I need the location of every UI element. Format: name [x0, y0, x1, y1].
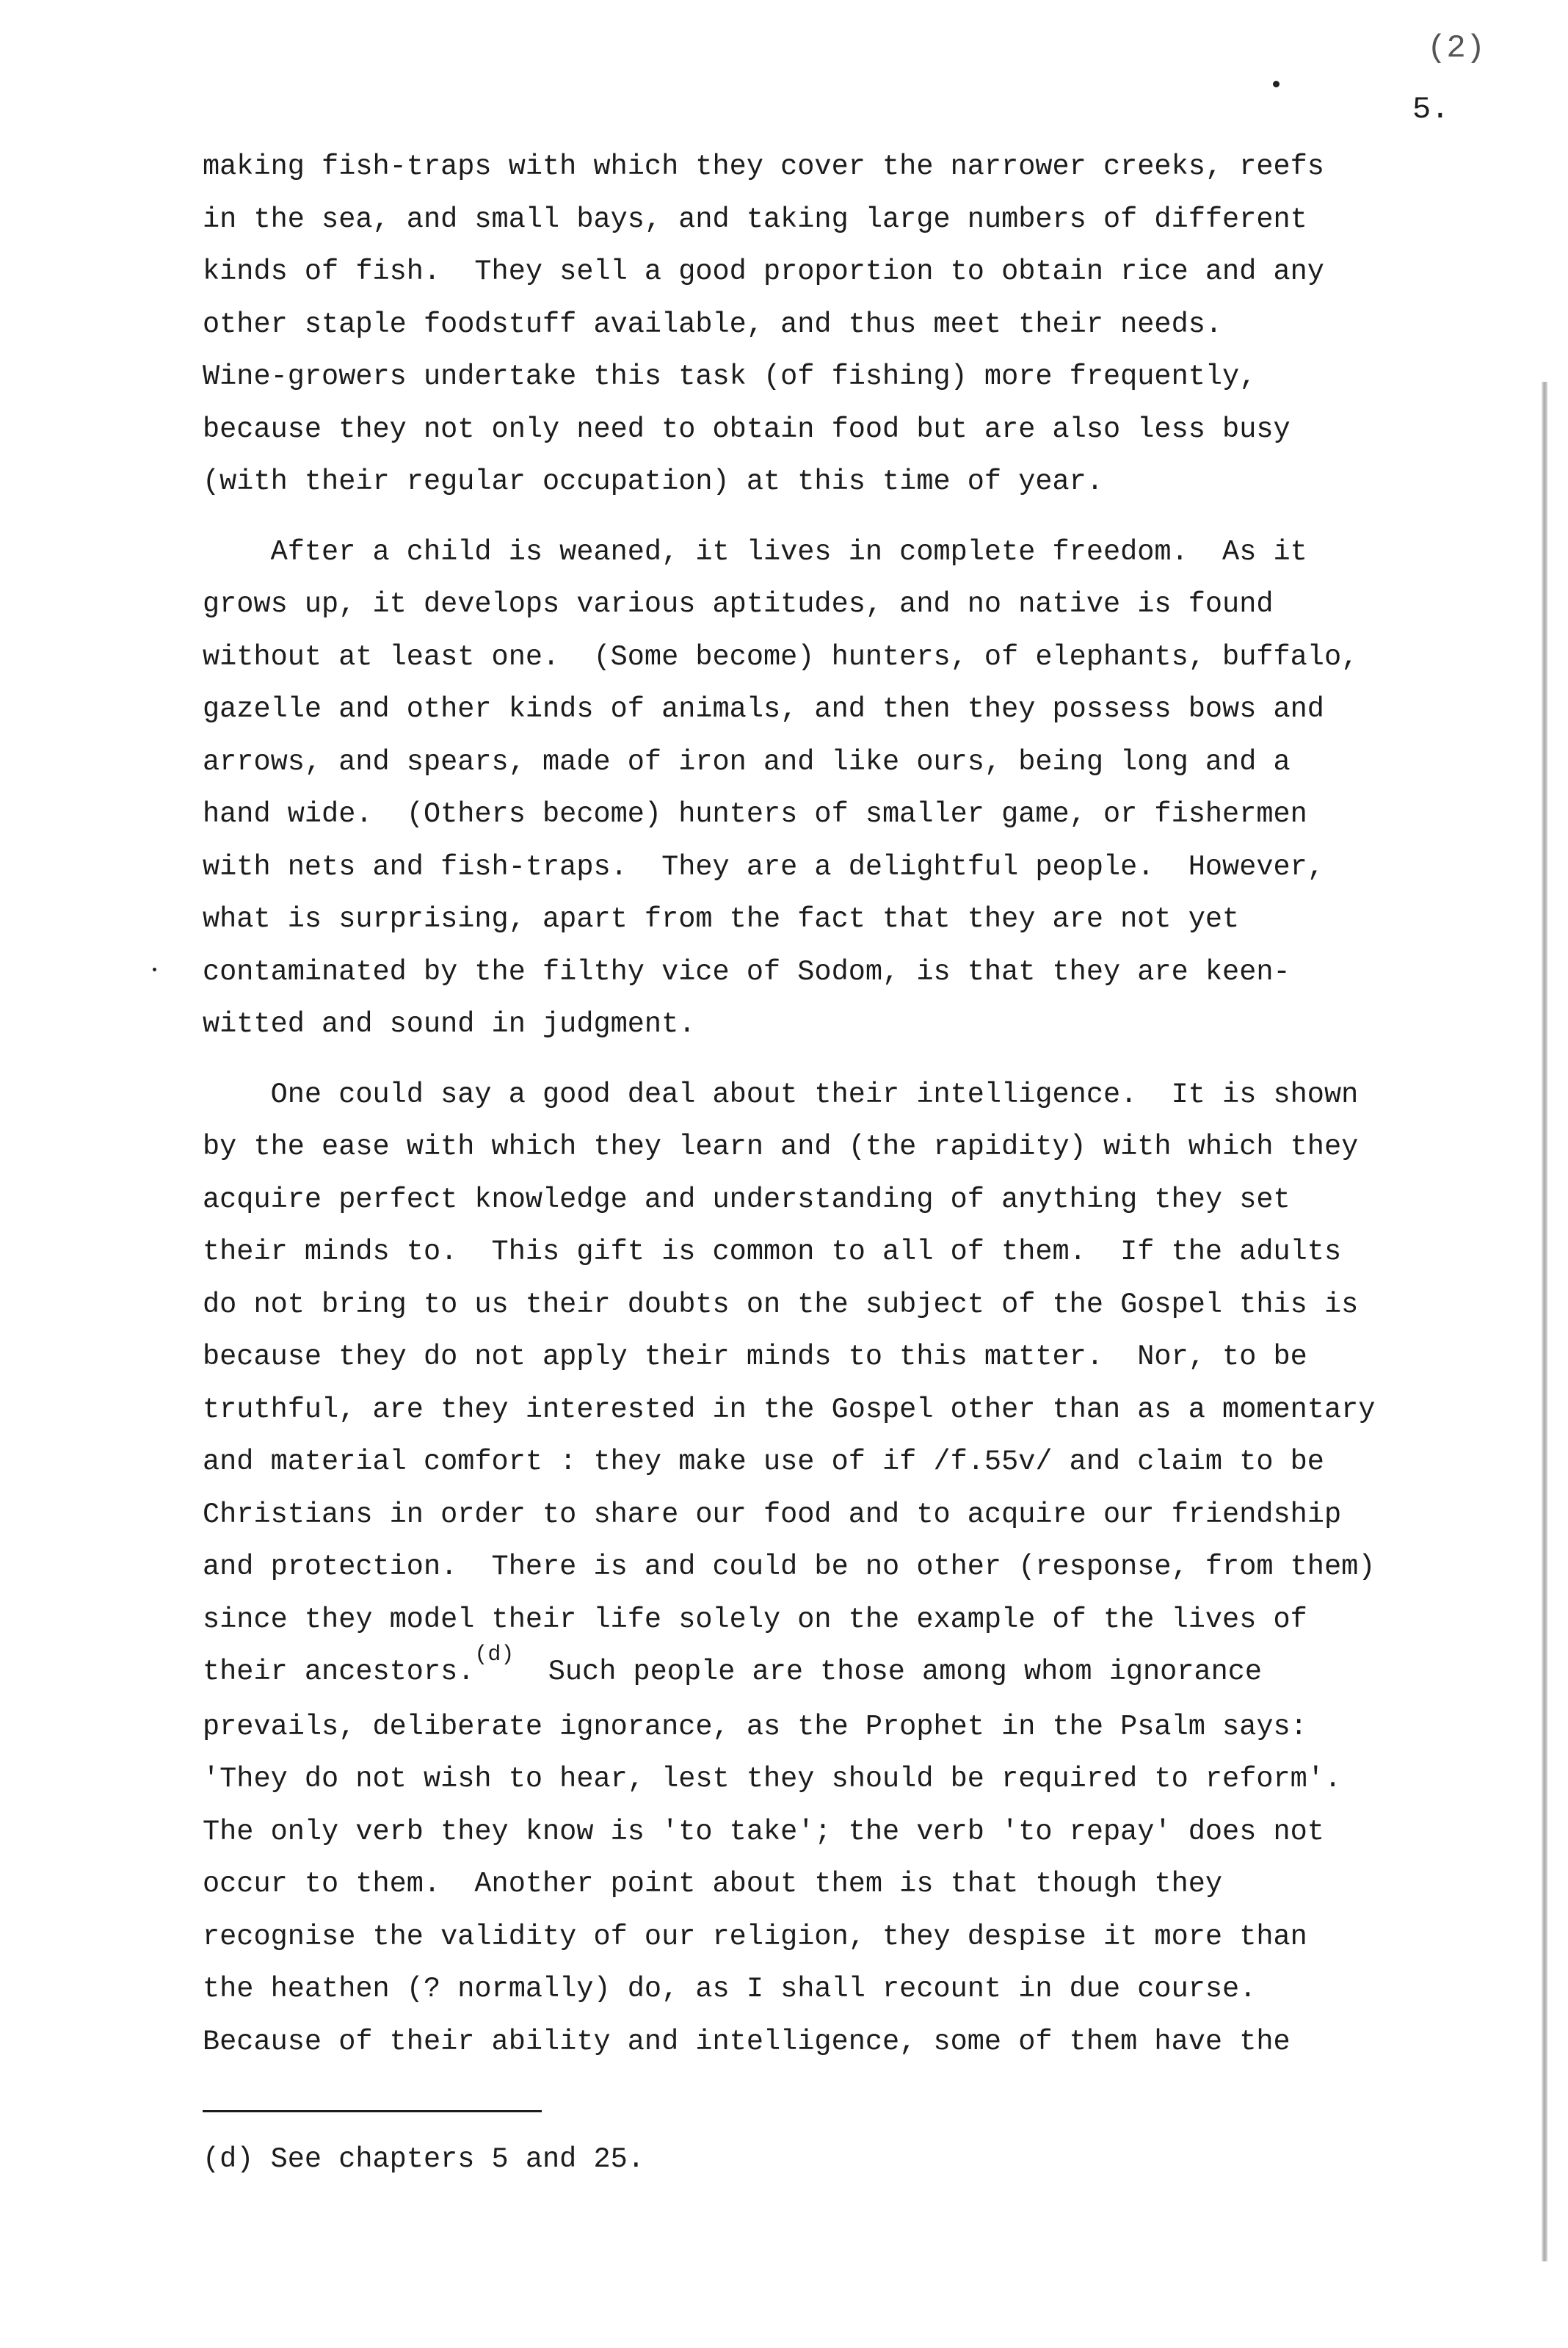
text-line: gazelle and other kinds of animals, and then they possess bows and — [203, 693, 1324, 725]
text-line: do not bring to us their doubts on the subject of the Gospel this is — [203, 1288, 1359, 1321]
text-line: hand wide. (Others become) hunters of smaller game, or fishermen — [203, 798, 1307, 830]
text-line: (with their regular occupation) at this time of year. — [203, 465, 1103, 498]
text-line: recognise the validity of our religion, they despise it more than — [203, 1920, 1307, 1953]
text-line: 'They do not wish to hear, lest they should be required to reform'. — [203, 1763, 1342, 1795]
footnote-separator-rule — [203, 2110, 542, 2112]
text-line: contaminated by the filthy vice of Sodom, is that they are keen- — [203, 955, 1291, 988]
text-line-end: Such people are those among whom ignorance — [514, 1656, 1263, 1688]
text-line: since they model their life solely on the example of the lives of — [203, 1603, 1307, 1636]
text-line: other staple foodstuff available, and thus meet their needs. — [203, 308, 1223, 341]
text-line: without at least one. (Some become) hunters, of elephants, buffalo, — [203, 640, 1359, 673]
text-line-start: their ancestors. — [203, 1656, 475, 1688]
text-line: grows up, it develops various aptitudes, and no native is found — [203, 588, 1274, 620]
scan-edge-shadow — [1542, 382, 1547, 2261]
text-line: truthful, are they interested in the Gospel other than as a momentary — [203, 1393, 1376, 1426]
text-line: acquire perfect knowledge and understanding of anything they set — [203, 1183, 1291, 1216]
ink-speck — [153, 968, 156, 971]
text-line: and material comfort : they make use of if /f.55v/ and claim to be — [203, 1446, 1324, 1478]
text-line: and protection. There is and could be no other (response, from them) — [203, 1551, 1376, 1583]
page-number: 5. — [1412, 92, 1450, 127]
text-line: by the ease with which they learn and (the rapidity) with which they — [203, 1131, 1359, 1163]
text-line: occur to them. Another point about them is that though they — [203, 1868, 1223, 1900]
text-line: Christians in order to share our food and to acquire our friendship — [203, 1498, 1342, 1531]
paragraph-intelligence — [203, 1069, 1451, 2069]
ink-speck — [1273, 81, 1280, 87]
paragraph-childhood — [203, 526, 1451, 1051]
footnote-d: (d) See chapters 5 and 25. — [203, 2143, 645, 2175]
paragraph-fishing — [203, 141, 1451, 509]
text-line: One could say a good deal about their intelligence. It is shown — [203, 1078, 1359, 1111]
document-body — [203, 141, 1451, 2068]
text-line: kinds of fish. They sell a good proportion to obtain rice and any — [203, 256, 1324, 288]
text-line: because they not only need to obtain food but are also less busy — [203, 413, 1291, 446]
text-line: Because of their ability and intelligence, some of them have the — [203, 2025, 1291, 2058]
text-line: the heathen (? normally) do, as I shall recount in due course. — [203, 1973, 1257, 2005]
footnote-marker-d: (d) — [474, 1642, 515, 1667]
text-line: their minds to. This gift is common to all of them. If the adults — [203, 1236, 1342, 1268]
text-line: The only verb they know is 'to take'; the verb 'to repay' does not — [203, 1815, 1324, 1848]
text-line: arrows, and spears, made of iron and like ours, being long and a — [203, 745, 1291, 778]
text-line: prevails, deliberate ignorance, as the Prophet in the Psalm says: — [203, 1710, 1307, 1743]
text-line: Wine-growers undertake this task (of fishing) more frequently, — [203, 360, 1257, 393]
text-line: After a child is weaned, it lives in complete freedom. As it — [203, 535, 1307, 568]
text-line: in the sea, and small bays, and taking large numbers of different — [203, 203, 1307, 236]
text-line: witted and sound in judgment. — [203, 1008, 696, 1040]
folio-corner-mark: (2) — [1427, 30, 1486, 67]
text-line: what is surprising, apart from the fact that they are not yet — [203, 903, 1240, 935]
text-line: because they do not apply their minds to this matter. Nor, to be — [203, 1341, 1307, 1373]
text-line: making fish-traps with which they cover the narrower creeks, reefs — [203, 151, 1324, 183]
text-line: with nets and fish-traps. They are a delightful people. However, — [203, 850, 1324, 883]
